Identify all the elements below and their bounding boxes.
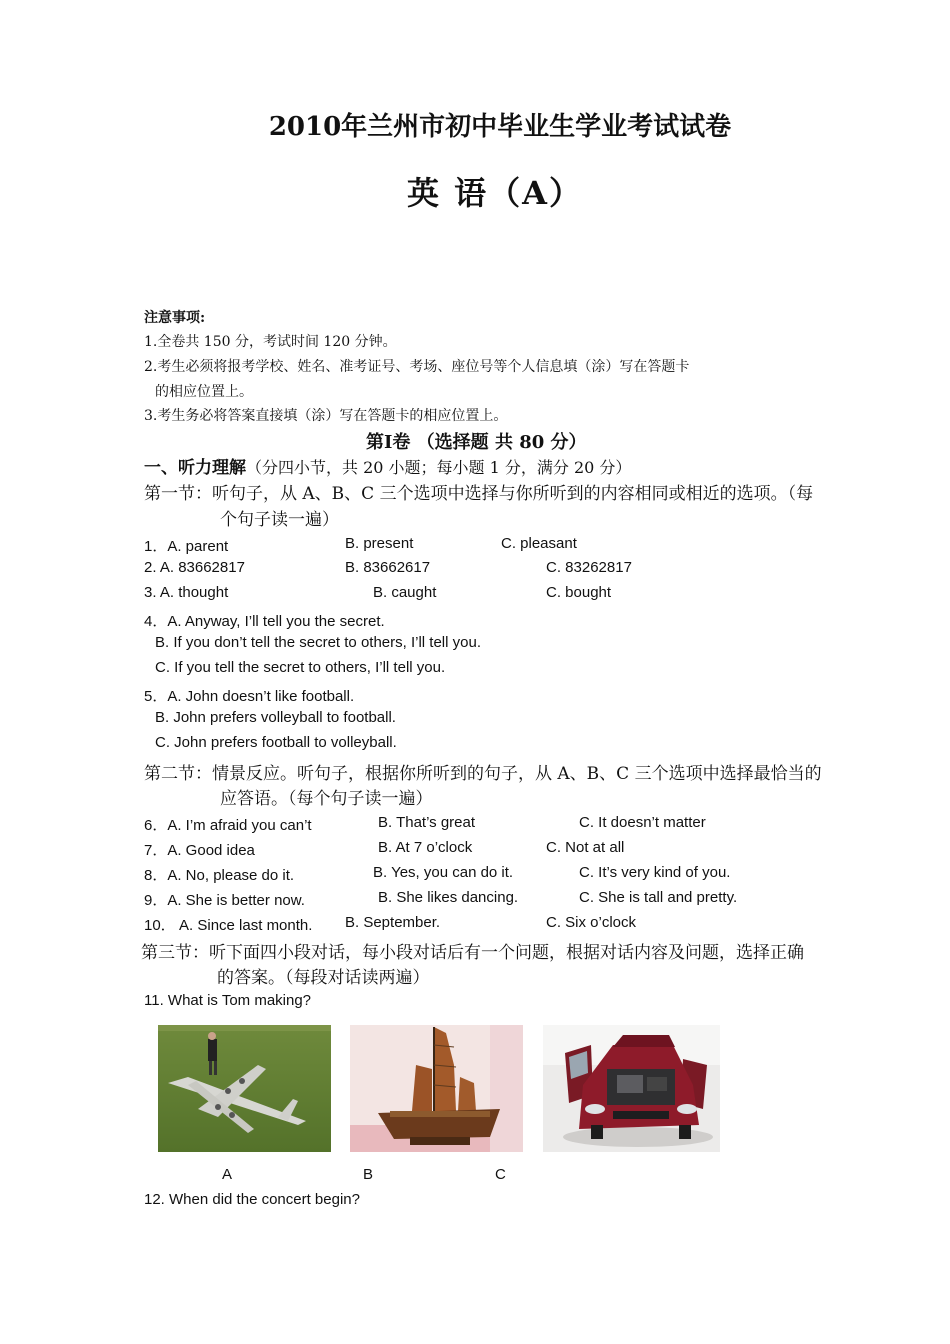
q3-option-a: 3. A. thought [144, 584, 229, 601]
q7-option-c: C. Not at all [546, 839, 625, 856]
q5-option-a: 5．A. John doesn’t like football. [144, 688, 355, 705]
note-item-3: 3.考生务必将答案直接填（涂）写在答题卡的相应位置上。 [144, 408, 508, 424]
section1-instruction: 第一节：听句子，从 A、B、C 三个选项中选择与你所听到的内容相同或相近的选项。（每 [144, 484, 814, 504]
q2-option-c: C. 83262817 [546, 559, 632, 576]
q9-option-c: C. She is tall and pretty. [579, 889, 738, 906]
q3-option-b: B. caught [373, 584, 437, 601]
airplane-image [158, 1025, 331, 1152]
q1-option-b: B. present [345, 535, 414, 552]
part1-label: 一、听力理解 [144, 458, 246, 478]
volume-title: 第Ⅰ卷 （选择题 共 80 分） [366, 432, 587, 453]
note-item-2-cont: 的相应位置上。 [155, 384, 253, 400]
car-image [543, 1025, 720, 1152]
q1-option-c: C. pleasant [501, 535, 577, 552]
q9-option-b: B. She likes dancing. [378, 889, 519, 906]
q11-label-b: B [363, 1166, 374, 1183]
q2-option-a: 2. A. 83662817 [144, 559, 245, 576]
section3-instruction: 第三节：听下面四小段对话，每小段对话后有一个问题，根据对话内容及问题，选择正确 [141, 943, 804, 963]
q10-option-b: B. September. [345, 914, 441, 931]
q5-option-b: B. John prefers volleyball to football. [155, 709, 396, 726]
q10-option-a: 10． A. Since last month. [144, 917, 313, 934]
q3-option-c: C. bought [546, 584, 612, 601]
notes-heading: 注意事项: [144, 310, 206, 326]
q12-question: 12. When did the concert begin? [144, 1191, 360, 1208]
subject-title: 英 语（A） [407, 174, 583, 212]
section3-instruction-cont: 的答案。（每段对话读两遍） [217, 968, 430, 988]
q6-option-b: B. That’s great [378, 814, 476, 831]
q8-option-b: B. Yes, you can do it. [373, 864, 514, 881]
section2-instruction: 第二节：情景反应。听句子，根据你所听到的句子，从 A、B、C 三个选项中选择最恰当的 [144, 764, 822, 784]
q4-option-c: C. If you tell the secret to others, I’ll tell you. [155, 659, 446, 676]
q7-option-b: B. At 7 o’clock [378, 839, 473, 856]
section1-instruction-cont: 个句子读一遍） [220, 510, 339, 530]
q11-question: 11. What is Tom making? [144, 992, 312, 1009]
q4-option-b: B. If you don’t tell the secret to others, I’ll tell you. [155, 634, 481, 651]
q8-option-a: 8．A. No, please do it. [144, 867, 295, 884]
q10-option-c: C. Six o’clock [546, 914, 637, 931]
q5-option-c: C. John prefers football to volleyball. [155, 734, 397, 751]
q11-label-a: A [222, 1166, 233, 1183]
note-item-2: 2.考生必须将报考学校、姓名、准考证号、考场、座位号等个人信息填（涂）写在答题卡 [144, 359, 690, 375]
q4-option-a: 4．A. Anyway, I’ll tell you the secret. [144, 613, 385, 630]
q7-option-a: 7．A. Good idea [144, 842, 255, 859]
q6-option-a: 6．A. I’m afraid you can’t [144, 817, 312, 834]
sailboat-image [350, 1025, 523, 1152]
q1-option-a: 1．A. parent [144, 538, 229, 555]
exam-title: 2010年兰州市初中毕业生学业考试试卷 [268, 112, 732, 142]
q8-option-c: C. It’s very kind of you. [579, 864, 731, 881]
q9-option-a: 9．A. She is better now. [144, 892, 305, 909]
part1-heading [144, 453, 631, 478]
section2-instruction-cont: 应答语。（每个句子读一遍） [220, 789, 433, 809]
q11-label-c: C [495, 1166, 506, 1183]
part1-desc: （分四小节，共 20 小题；每小题 1 分，满分 20 分） [246, 458, 632, 477]
q2-option-b: B. 83662617 [345, 559, 431, 576]
note-item-1: 1.全卷共 150 分，考试时间 120 分钟。 [144, 334, 397, 350]
q6-option-c: C. It doesn’t matter [579, 814, 706, 831]
